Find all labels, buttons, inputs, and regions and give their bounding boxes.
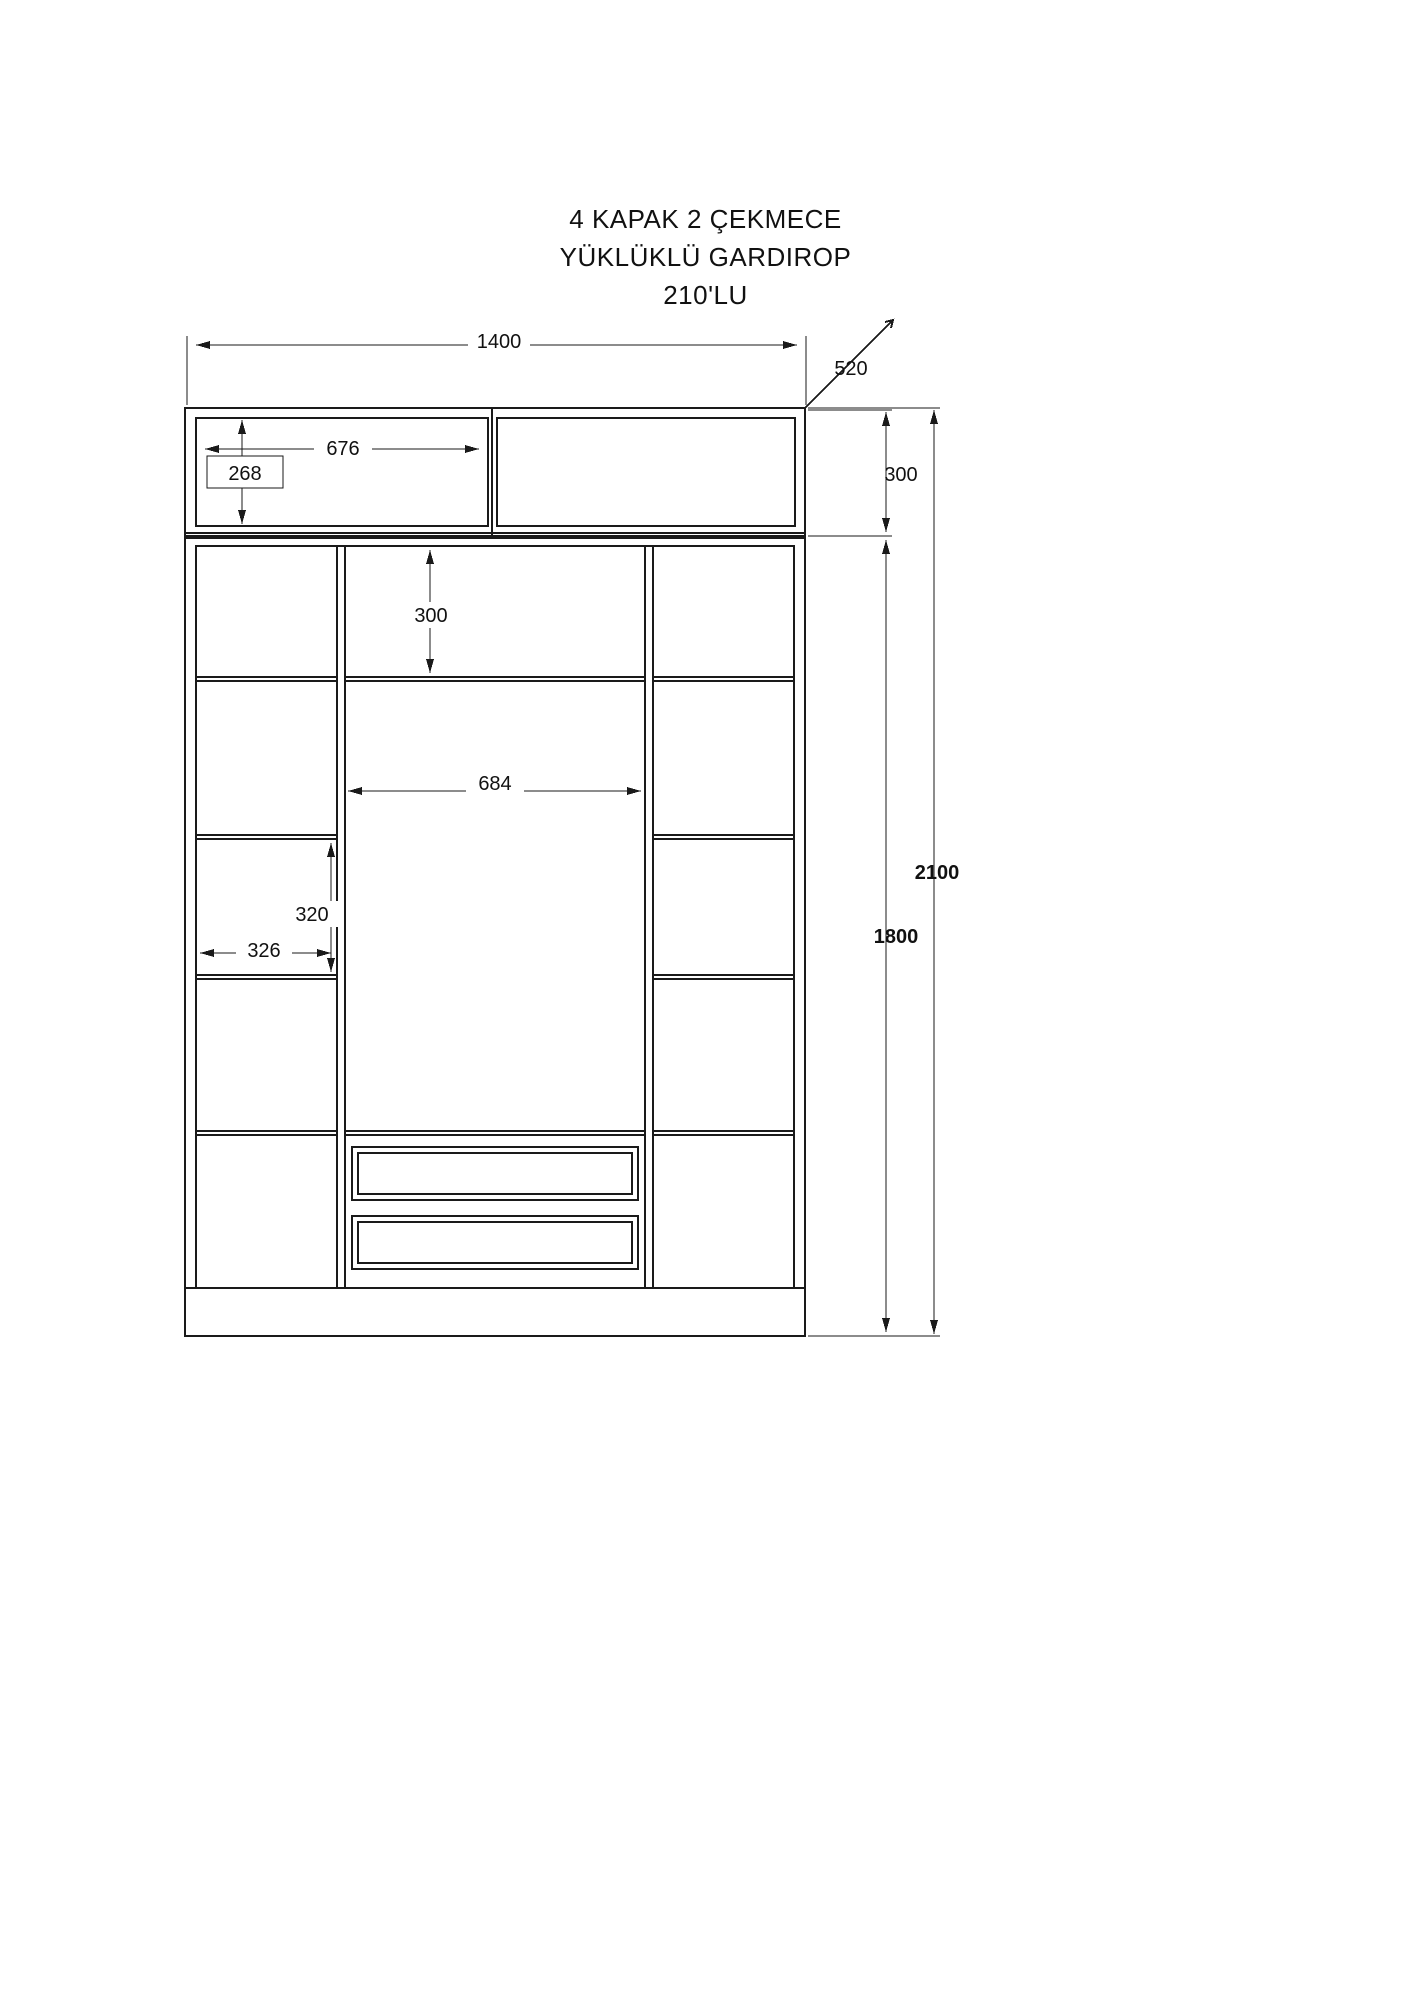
dim-label-2100: 2100 — [914, 862, 960, 884]
title-line-3: 210'LU — [663, 280, 748, 310]
dim-label-268: 268 — [228, 463, 262, 485]
dim-label-320: 320 — [295, 904, 329, 926]
left-shelf-5 — [196, 1135, 337, 1288]
cabinet-outline — [185, 408, 805, 1336]
plinth — [185, 1288, 805, 1336]
vertical-dividers — [337, 546, 653, 1288]
title-line-1: 4 KAPAK 2 ÇEKMECE — [569, 204, 842, 234]
dim-label-520: 520 — [834, 358, 868, 380]
dim-label-684: 684 — [478, 773, 512, 795]
left-shelf-4 — [196, 979, 337, 1131]
right-shelf-4 — [653, 979, 794, 1131]
dim-label-326: 326 — [247, 940, 281, 962]
left-shelf-1 — [196, 546, 337, 677]
dim-label-300-top: 300 — [884, 464, 918, 486]
center-section — [345, 546, 645, 1288]
center-hanging-area — [345, 681, 645, 1131]
dim-label-300-center: 300 — [414, 605, 448, 627]
top-door-right — [497, 418, 795, 526]
center-top-shelf — [345, 546, 645, 677]
right-shelf-1 — [653, 546, 794, 677]
center-drawer-zone — [345, 1135, 645, 1288]
drawer-top — [352, 1147, 638, 1200]
dim-label-1800: 1800 — [873, 926, 919, 948]
right-shelf-3 — [653, 839, 794, 975]
right-column-shelves — [653, 546, 794, 1288]
right-shelf-2 — [653, 681, 794, 835]
drawers — [352, 1147, 638, 1269]
drawer-bottom — [352, 1216, 638, 1269]
dim-label-676: 676 — [326, 438, 360, 460]
dimension-300-top — [808, 410, 892, 536]
title-line-2: YÜKLÜKLÜ GARDIROP — [559, 242, 852, 272]
left-shelf-2 — [196, 681, 337, 835]
right-shelf-5 — [653, 1135, 794, 1288]
dim-label-1400: 1400 — [476, 331, 522, 353]
